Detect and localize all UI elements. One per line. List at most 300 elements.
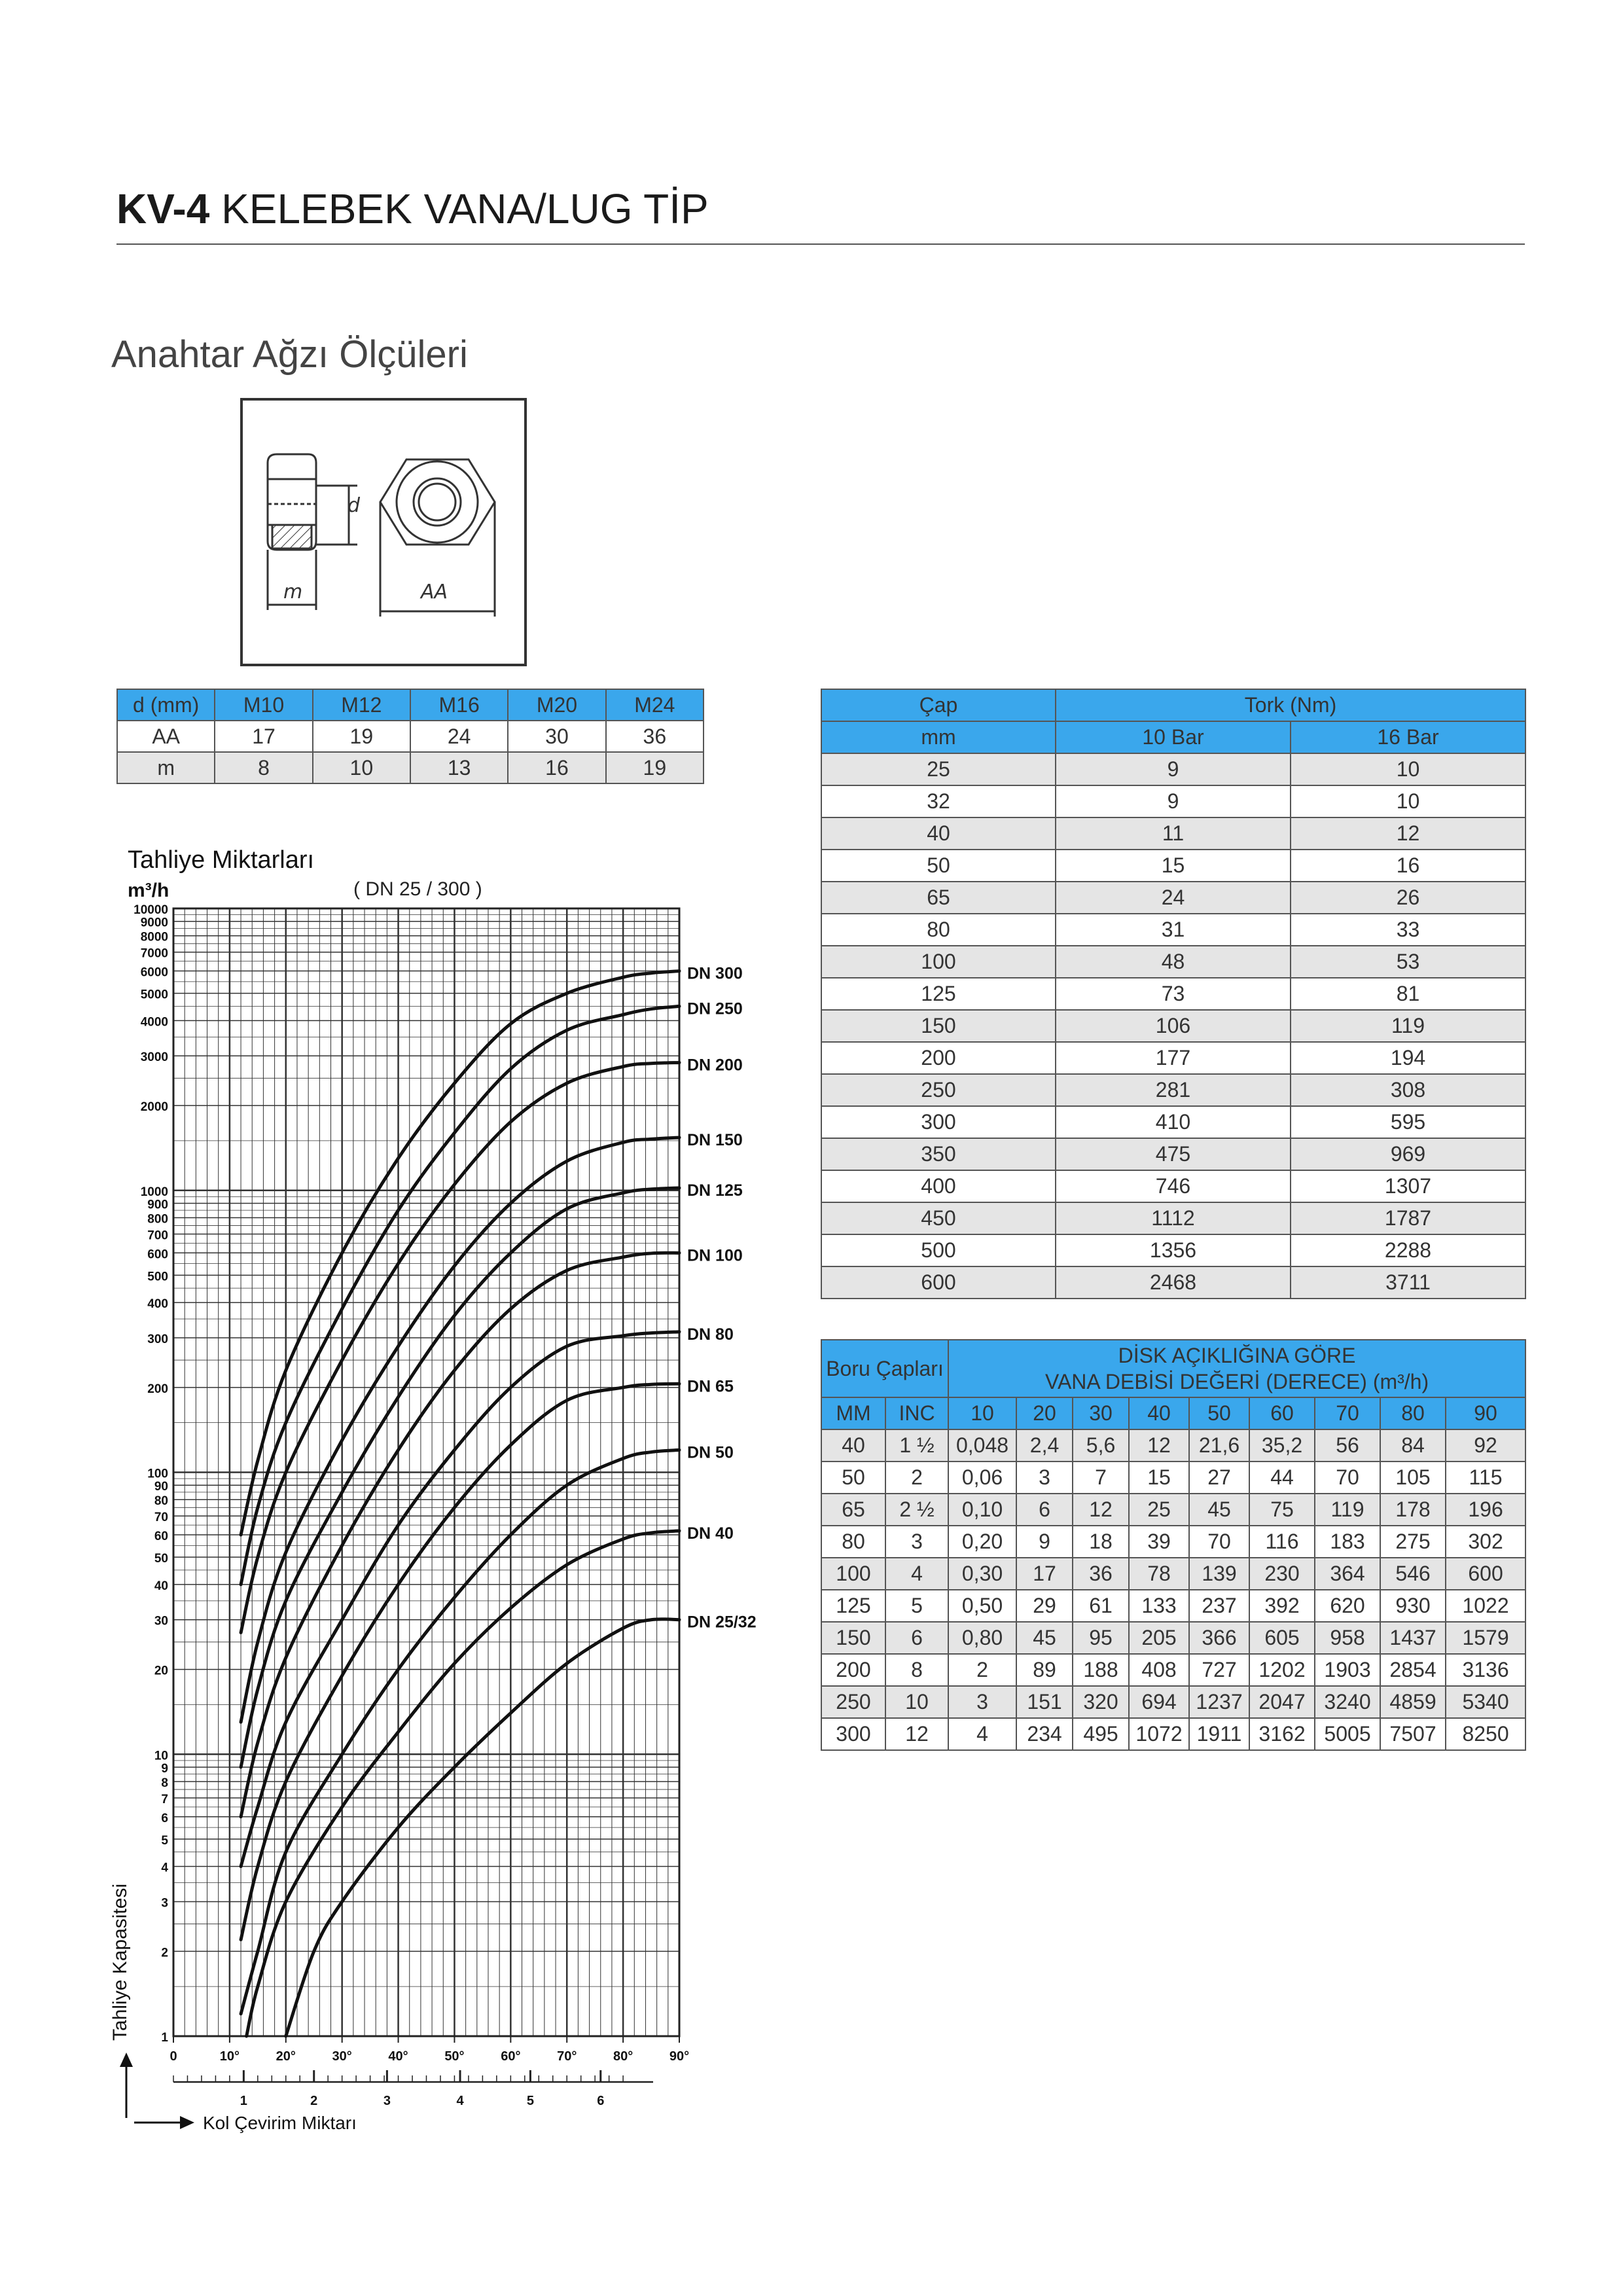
table-cell: 12 (1291, 817, 1525, 850)
table-cell: 70 (1189, 1526, 1249, 1558)
table-cell: 65 (821, 882, 1056, 914)
page-title (116, 185, 709, 233)
hex-nut-icon (243, 401, 524, 664)
table-cell: 48 (1056, 946, 1291, 978)
y-tick-label: 8000 (140, 930, 168, 944)
table-cell: 53 (1291, 946, 1525, 978)
table-cell: 320 (1073, 1686, 1129, 1718)
table-cell: 3136 (1446, 1654, 1525, 1686)
y-tick-label: 7 (161, 1792, 168, 1806)
y-axis-label: Tahliye Kapasitesi (109, 1883, 131, 2041)
y-tick-label: 300 (147, 1332, 168, 1346)
table-cell: 392 (1249, 1590, 1315, 1622)
x-tick-label: 80° (613, 2049, 633, 2064)
table-cell: 19 (313, 721, 410, 752)
table-row (821, 1462, 1525, 1494)
table-cell: 65 (821, 1494, 885, 1526)
table-cell: 9 (1056, 753, 1291, 785)
table-cell: 450 (821, 1202, 1056, 1234)
table-row (821, 1654, 1525, 1686)
y-tick-label: 90 (154, 1480, 168, 1494)
x-tick-label: 10° (219, 2049, 240, 2064)
y-arrow-head-icon (120, 2053, 133, 2067)
table-cell: 15 (1056, 850, 1291, 882)
table-row (821, 1718, 1525, 1750)
table-cell: 50 (821, 1462, 885, 1494)
table-header-row (821, 1397, 1525, 1429)
y-tick-label: 70 (154, 1511, 168, 1525)
table-cell: 5340 (1446, 1686, 1525, 1718)
table-cell: 9 (1016, 1526, 1073, 1558)
table-cell: 2 ½ (885, 1494, 948, 1526)
table-row (117, 721, 704, 752)
x-tick-label: 20° (276, 2049, 296, 2064)
table-cell: 119 (1291, 1010, 1525, 1042)
table-row (821, 1170, 1525, 1202)
table-cell: 44 (1249, 1462, 1315, 1494)
table-cell: 2854 (1380, 1654, 1446, 1686)
table-cell: AA (117, 721, 215, 752)
table-cell: 116 (1249, 1526, 1315, 1558)
table-cell: 27 (1189, 1462, 1249, 1494)
table-cell: 105 (1380, 1462, 1446, 1494)
table-cell: 8250 (1446, 1718, 1525, 1750)
table-cell: 11 (1056, 817, 1291, 850)
y-tick-label: 100 (147, 1467, 168, 1481)
table-cell: 177 (1056, 1042, 1291, 1074)
table-row (821, 785, 1525, 817)
table-cell: 36 (1073, 1558, 1129, 1590)
table-cell: 30 (508, 721, 605, 752)
header-line: DİSK AÇIKLIĞINA GÖRE (1118, 1344, 1356, 1367)
table-cell: 0,30 (948, 1558, 1016, 1590)
table-cell: 3 (1016, 1462, 1073, 1494)
series-label: DN 40 (687, 1524, 734, 1543)
table-cell: 25 (821, 753, 1056, 785)
chart-unit-label: m³/h (128, 880, 169, 901)
x-tick-label: 40° (388, 2049, 408, 2064)
table-cell: 70 (1315, 1462, 1380, 1494)
table-row (821, 1622, 1525, 1654)
table-cell: 200 (821, 1654, 885, 1686)
series-line (241, 1384, 679, 1939)
wrench-size-table (116, 689, 704, 784)
table-row (821, 1138, 1525, 1170)
y-tick-label: 9 (161, 1761, 168, 1776)
table-cell: 33 (1291, 914, 1525, 946)
y-tick-label: 8 (161, 1776, 168, 1790)
chart-series (241, 971, 679, 2036)
table-header-row (821, 1340, 1525, 1397)
chart-grid (173, 908, 679, 2036)
table-cell: 366 (1189, 1622, 1249, 1654)
table-cell: 45 (1189, 1494, 1249, 1526)
table-cell: 10 (1291, 785, 1525, 817)
label-m: m (283, 581, 303, 603)
table-cell: 234 (1016, 1718, 1073, 1750)
table-cell: 1307 (1291, 1170, 1525, 1202)
header-cell: 50 (1189, 1397, 1249, 1429)
table-cell: 746 (1056, 1170, 1291, 1202)
series-label: DN 80 (687, 1325, 734, 1344)
table-cell: 600 (821, 1266, 1056, 1299)
series-label: DN 300 (687, 964, 743, 983)
table-cell: 1787 (1291, 1202, 1525, 1234)
table-row (821, 1494, 1525, 1526)
table-cell: 281 (1056, 1074, 1291, 1106)
x-tick-label: 60° (501, 2049, 521, 2064)
header-cell: Tork (Nm) (1056, 689, 1525, 721)
table-cell: 29 (1016, 1590, 1073, 1622)
product-name: KELEBEK VANA/LUG TİP (209, 185, 709, 232)
table-cell: 1112 (1056, 1202, 1291, 1234)
table-cell: 12 (1129, 1429, 1189, 1462)
y-tick-label: 700 (147, 1229, 168, 1243)
header-cell: 16 Bar (1291, 721, 1525, 753)
table-cell: 7507 (1380, 1718, 1446, 1750)
table-cell: 250 (821, 1686, 885, 1718)
table-cell: 958 (1315, 1622, 1380, 1654)
table-cell: 2 (885, 1462, 948, 1494)
y-tick-label: 6000 (140, 965, 168, 980)
series-line (241, 1006, 679, 1585)
table-cell: 73 (1056, 978, 1291, 1010)
table-cell: 194 (1291, 1042, 1525, 1074)
table-row (821, 1106, 1525, 1138)
table-cell: 546 (1380, 1558, 1446, 1590)
table-cell: 6 (1016, 1494, 1073, 1526)
table-header-row (117, 689, 704, 721)
series-label: DN 25/32 (687, 1613, 757, 1632)
table-cell: 56 (1315, 1429, 1380, 1462)
table-cell: 727 (1189, 1654, 1249, 1686)
table-cell: 84 (1380, 1429, 1446, 1462)
y-tick-label: 1000 (140, 1185, 168, 1199)
y-tick-label: 50 (154, 1552, 168, 1566)
y-tick-label: 60 (154, 1530, 168, 1544)
table-cell: 600 (1446, 1558, 1525, 1590)
table-cell: 24 (410, 721, 508, 752)
y-axis-ticks (134, 903, 168, 2045)
table-cell: 36 (606, 721, 704, 752)
table-cell: 605 (1249, 1622, 1315, 1654)
table-cell: 92 (1446, 1429, 1525, 1462)
y-tick-label: 600 (147, 1247, 168, 1262)
table-cell: 237 (1189, 1590, 1249, 1622)
table-cell: 17 (215, 721, 312, 752)
table-cell: 275 (1380, 1526, 1446, 1558)
table-cell: 8 (215, 752, 312, 783)
table-cell: 40 (821, 1429, 885, 1462)
series-label: DN 250 (687, 999, 743, 1018)
header-cell: mm (821, 721, 1056, 753)
y-tick-label: 200 (147, 1382, 168, 1396)
series-label: DN 50 (687, 1443, 734, 1462)
y-tick-label: 1 (161, 2031, 168, 2045)
table-row (821, 1266, 1525, 1299)
header-cell: Boru Çapları (821, 1340, 948, 1397)
table-cell: 2,4 (1016, 1429, 1073, 1462)
y-tick-label: 40 (154, 1579, 168, 1593)
header-cell: M20 (508, 689, 605, 721)
turn-tick-label: 1 (240, 2094, 247, 2108)
table-cell: 19 (606, 752, 704, 783)
table-cell: 4859 (1380, 1686, 1446, 1718)
y-tick-label: 500 (147, 1270, 168, 1284)
table-cell: 308 (1291, 1074, 1525, 1106)
x-arrow-head-icon (180, 2116, 194, 2129)
table-cell: 0,06 (948, 1462, 1016, 1494)
table-cell: 205 (1129, 1622, 1189, 1654)
table-cell: 183 (1315, 1526, 1380, 1558)
header-cell: 10 (948, 1397, 1016, 1429)
y-tick-label: 4 (161, 1861, 168, 1875)
table-cell: 495 (1073, 1718, 1129, 1750)
table-cell: 3240 (1315, 1686, 1380, 1718)
x-tick-label: 0 (169, 2049, 177, 2064)
y-tick-label: 3 (161, 1896, 168, 1910)
header-cell: 80 (1380, 1397, 1446, 1429)
table-cell: 25 (1129, 1494, 1189, 1526)
table-cell: 40 (821, 817, 1056, 850)
table-row (821, 1074, 1525, 1106)
series-label: DN 150 (687, 1130, 743, 1149)
table-cell: 178 (1380, 1494, 1446, 1526)
table-cell: 80 (821, 1526, 885, 1558)
table-cell: 196 (1446, 1494, 1525, 1526)
table-cell: 0,048 (948, 1429, 1016, 1462)
table-cell: 694 (1129, 1686, 1189, 1718)
table-cell: 6 (885, 1622, 948, 1654)
table-cell: 31 (1056, 914, 1291, 946)
turn-tick-label: 3 (383, 2094, 391, 2108)
table-cell: 1903 (1315, 1654, 1380, 1686)
table-cell: 0,80 (948, 1622, 1016, 1654)
table-row (821, 882, 1525, 914)
header-cell: M16 (410, 689, 508, 721)
table-cell: 150 (821, 1622, 885, 1654)
table-row (821, 1010, 1525, 1042)
header-cell: M10 (215, 689, 312, 721)
nut-dimension-drawing (240, 398, 527, 666)
y-tick-label: 10000 (134, 903, 168, 917)
table-cell: 81 (1291, 978, 1525, 1010)
table-row (821, 978, 1525, 1010)
y-tick-label: 800 (147, 1212, 168, 1227)
table-cell: 5005 (1315, 1718, 1380, 1750)
table-cell: 32 (821, 785, 1056, 817)
x-tick-label: 70° (557, 2049, 577, 2064)
table-cell: 364 (1315, 1558, 1380, 1590)
table-row (821, 1590, 1525, 1622)
table-cell: 969 (1291, 1138, 1525, 1170)
turn-tick-label: 4 (456, 2094, 464, 2108)
table-cell: 1579 (1446, 1622, 1525, 1654)
label-d: d (348, 494, 361, 517)
table-cell: 595 (1291, 1106, 1525, 1138)
header-cell: 60 (1249, 1397, 1315, 1429)
table-cell: 10 (313, 752, 410, 783)
table-cell: 1 ½ (885, 1429, 948, 1462)
table-cell: 5,6 (1073, 1429, 1129, 1462)
x-tick-label: 50° (444, 2049, 465, 2064)
series-label: DN 200 (687, 1056, 743, 1075)
torque-table (821, 689, 1526, 1299)
table-cell: 89 (1016, 1654, 1073, 1686)
table-cell: 12 (1073, 1494, 1129, 1526)
y-tick-label: 4000 (140, 1015, 168, 1030)
table-cell: 150 (821, 1010, 1056, 1042)
table-cell: 410 (1056, 1106, 1291, 1138)
table-cell: 4 (885, 1558, 948, 1590)
table-row (821, 1042, 1525, 1074)
table-cell: 7 (1073, 1462, 1129, 1494)
y-tick-label: 30 (154, 1614, 168, 1628)
series-label: DN 125 (687, 1181, 743, 1200)
turn-tick-label: 6 (597, 2094, 605, 2108)
y-tick-label: 7000 (140, 946, 168, 961)
table-cell: 1356 (1056, 1234, 1291, 1266)
header-cell: 10 Bar (1056, 721, 1291, 753)
table-row (821, 850, 1525, 882)
table-cell: 3162 (1249, 1718, 1315, 1750)
table-row (821, 1558, 1525, 1590)
table-row (821, 1526, 1525, 1558)
turn-tick-label: 2 (310, 2094, 318, 2108)
table-cell: 1237 (1189, 1686, 1249, 1718)
y-tick-label: 900 (147, 1198, 168, 1212)
table-cell: 350 (821, 1138, 1056, 1170)
table-cell: 21,6 (1189, 1429, 1249, 1462)
table-cell: 151 (1016, 1686, 1073, 1718)
table-cell: 119 (1315, 1494, 1380, 1526)
y-tick-label: 5 (161, 1833, 168, 1848)
table-cell: 1072 (1129, 1718, 1189, 1750)
chart-subtitle: ( DN 25 / 300 ) (353, 878, 482, 900)
table-row (821, 1234, 1525, 1266)
y-tick-label: 2000 (140, 1100, 168, 1115)
table-cell: 2288 (1291, 1234, 1525, 1266)
header-cell: Çap (821, 689, 1056, 721)
table-cell: 300 (821, 1718, 885, 1750)
table-header-row (821, 689, 1525, 721)
table-cell: 2 (948, 1654, 1016, 1686)
table-cell: 45 (1016, 1622, 1073, 1654)
table-cell: 188 (1073, 1654, 1129, 1686)
table-cell: 475 (1056, 1138, 1291, 1170)
table-cell: 1911 (1189, 1718, 1249, 1750)
table-cell: 133 (1129, 1590, 1189, 1622)
header-line: VANA DEBİSİ DEĞERİ (DERECE) (m³/h) (1044, 1370, 1429, 1393)
table-row (117, 752, 704, 783)
table-cell: 100 (821, 946, 1056, 978)
title-divider (116, 243, 1525, 245)
table-cell: 16 (1291, 850, 1525, 882)
y-tick-label: 2 (161, 1946, 168, 1960)
header-cell: MM (821, 1397, 885, 1429)
x-tick-label: 30° (332, 2049, 352, 2064)
series-labels (687, 965, 757, 1632)
table-cell: 0,50 (948, 1590, 1016, 1622)
table-row (821, 914, 1525, 946)
header-cell (948, 1340, 1525, 1397)
header-cell: 70 (1315, 1397, 1380, 1429)
table-cell: 75 (1249, 1494, 1315, 1526)
table-cell: 300 (821, 1106, 1056, 1138)
header-cell: d (mm) (117, 689, 215, 721)
table-cell: 4 (948, 1718, 1016, 1750)
table-cell: 35,2 (1249, 1429, 1315, 1462)
table-cell: 500 (821, 1234, 1056, 1266)
table-cell: 26 (1291, 882, 1525, 914)
table-cell: 302 (1446, 1526, 1525, 1558)
table-cell: 106 (1056, 1010, 1291, 1042)
y-tick-label: 6 (161, 1811, 168, 1825)
table-cell: 16 (508, 752, 605, 783)
table-cell: 200 (821, 1042, 1056, 1074)
table-cell: 230 (1249, 1558, 1315, 1590)
table-cell: 1022 (1446, 1590, 1525, 1622)
table-cell: 2468 (1056, 1266, 1291, 1299)
table-cell: 95 (1073, 1622, 1129, 1654)
table-row (821, 1686, 1525, 1718)
table-cell: 0,20 (948, 1526, 1016, 1558)
table-row (821, 946, 1525, 978)
table-cell: 125 (821, 1590, 885, 1622)
table-cell: 2047 (1249, 1686, 1315, 1718)
table-cell: 5 (885, 1590, 948, 1622)
table-cell: 24 (1056, 882, 1291, 914)
table-row (821, 753, 1525, 785)
flow-rate-table (821, 1339, 1526, 1751)
table-cell: 3711 (1291, 1266, 1525, 1299)
table-cell: 0,10 (948, 1494, 1016, 1526)
table-cell: 250 (821, 1074, 1056, 1106)
table-cell: 61 (1073, 1590, 1129, 1622)
table-cell: 139 (1189, 1558, 1249, 1590)
y-tick-label: 3000 (140, 1050, 168, 1065)
turn-tick-label: 5 (526, 2094, 534, 2108)
table-row (821, 1429, 1525, 1462)
y-tick-label: 80 (154, 1494, 168, 1509)
x-axis-ticks (169, 2036, 689, 2108)
table-cell: 9 (1056, 785, 1291, 817)
table-cell: 10 (885, 1686, 948, 1718)
table-cell: 10 (1291, 753, 1525, 785)
section-title: Anahtar Ağzı Ölçüleri (111, 333, 468, 376)
table-cell: 80 (821, 914, 1056, 946)
header-cell: 20 (1016, 1397, 1073, 1429)
header-cell: M12 (313, 689, 410, 721)
table-cell: 3 (885, 1526, 948, 1558)
label-aa: AA (421, 581, 448, 603)
header-cell: 30 (1073, 1397, 1129, 1429)
series-label: DN 100 (687, 1246, 743, 1265)
table-cell: 3 (948, 1686, 1016, 1718)
product-code: KV-4 (116, 185, 210, 232)
table-header-row (821, 721, 1525, 753)
table-cell: 115 (1446, 1462, 1525, 1494)
series-label: DN 65 (687, 1377, 734, 1396)
table-cell: 930 (1380, 1590, 1446, 1622)
table-cell: 125 (821, 978, 1056, 1010)
header-cell: INC (885, 1397, 948, 1429)
table-cell: 13 (410, 752, 508, 783)
table-cell: 39 (1129, 1526, 1189, 1558)
header-cell: M24 (606, 689, 704, 721)
y-tick-label: 400 (147, 1297, 168, 1312)
table-cell: 18 (1073, 1526, 1129, 1558)
